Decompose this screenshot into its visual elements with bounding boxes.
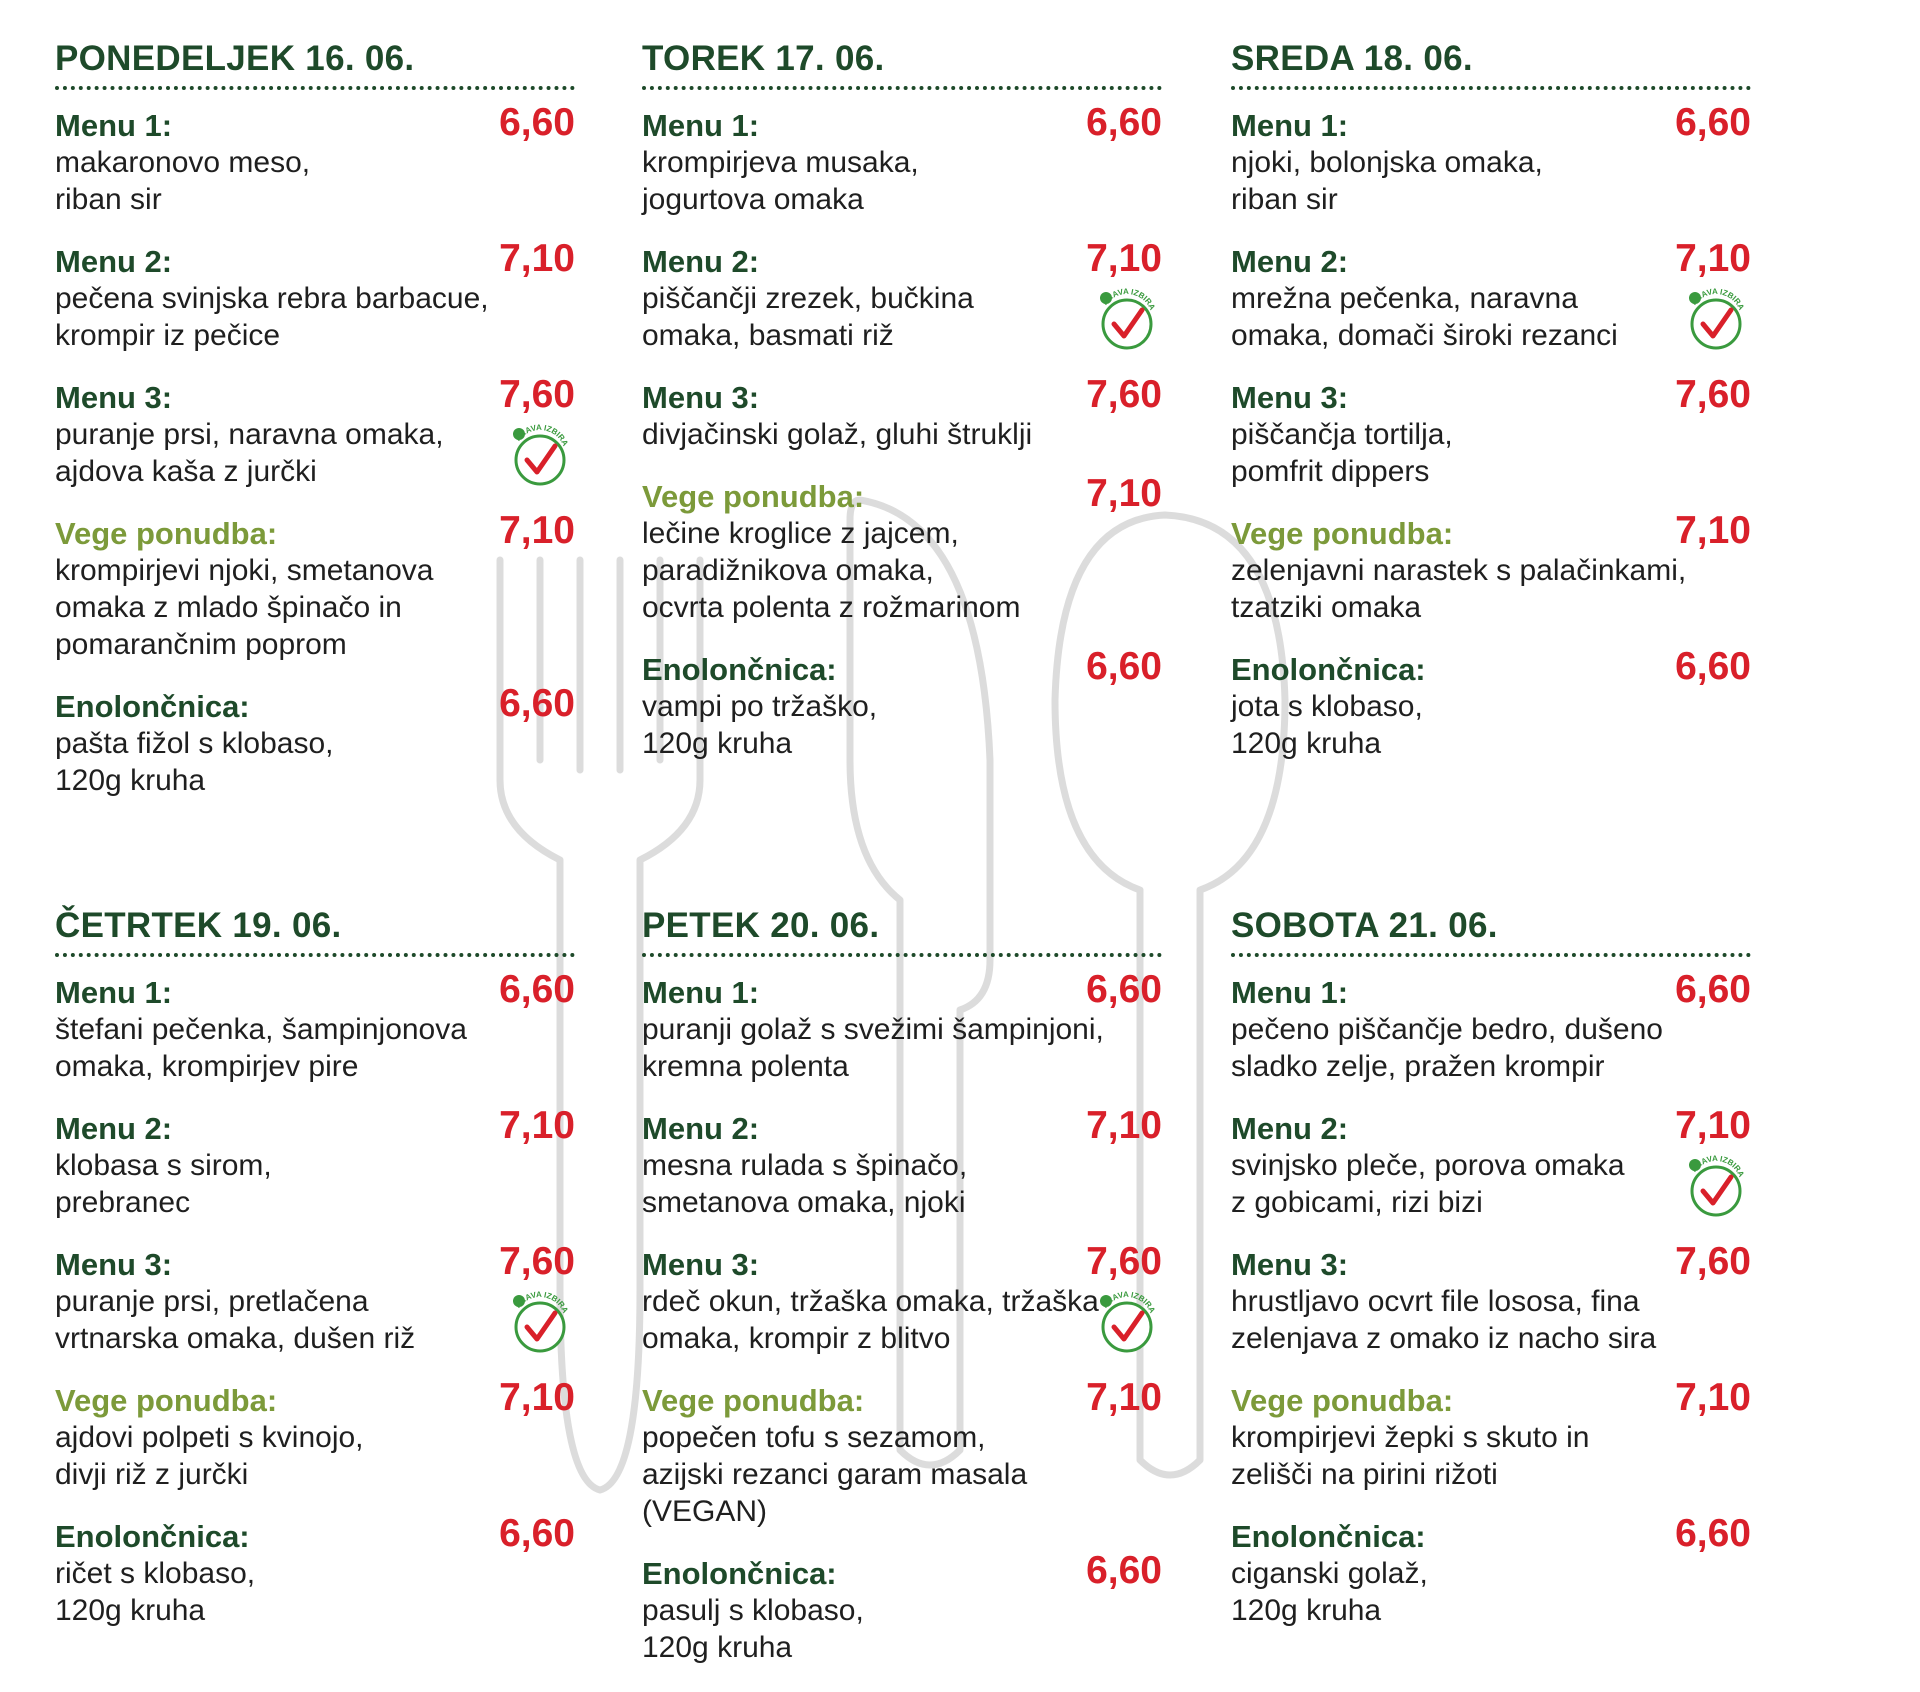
menu-item-description: puranji golaž s svežimi šampinjoni, kremna polenta: [642, 1013, 1104, 1083]
menu-item-price: 7,10: [499, 237, 575, 280]
menu-item-description: ajdovi polpeti s kvinojo, divji riž z jurčki: [55, 1421, 364, 1491]
menu-item-label: Menu 2:: [642, 244, 760, 279]
menu-item-label: Enolončnica:: [1231, 652, 1426, 687]
badge-text: PRAVA IZBIRA: [1100, 286, 1157, 312]
menu-item-label: Menu 2:: [1231, 1111, 1349, 1146]
badge-text: PRAVA IZBIRA: [1100, 1289, 1157, 1315]
dotted-divider: [55, 86, 575, 90]
menu-item: [55, 682, 575, 799]
menu-item-price: 6,60: [1675, 1512, 1751, 1555]
menu-item: [642, 1240, 1162, 1357]
menu-item-price: 6,60: [1675, 101, 1751, 144]
day-title: PONEDELJEK 16. 06.: [55, 39, 415, 78]
menu-item-price: 6,60: [1086, 968, 1162, 1011]
menu-item-label: Menu 3:: [642, 380, 760, 415]
menu-item-description: svinjsko pleče, porova omaka z gobicami, rizi bizi: [1231, 1149, 1625, 1219]
day-wednesday: [1231, 38, 1751, 788]
menu-item-description: piščančja tortilja, pomfrit dippers: [1231, 418, 1453, 488]
menu-item-label: Menu 2:: [55, 1111, 173, 1146]
day-title: ČETRTEK 19. 06.: [55, 906, 342, 945]
menu-item-label: Vege ponudba:: [55, 516, 278, 551]
badge-text: PRAVA IZBIRA: [1689, 286, 1746, 312]
menu-item-price: 7,10: [1086, 1376, 1162, 1419]
menu-item: [642, 237, 1162, 354]
day-title: TOREK 17. 06.: [642, 39, 885, 78]
menu-item-label: Menu 1:: [55, 975, 173, 1010]
menu-item-description: vampi po tržaško, 120g kruha: [642, 690, 878, 760]
badge-text: PRAVA IZBIRA: [513, 1289, 570, 1315]
menu-item-price: 6,60: [499, 1512, 575, 1555]
menu-item-description: njoki, bolonjska omaka, riban sir: [1231, 146, 1543, 216]
menu-item-description: jota s klobaso, 120g kruha: [1231, 690, 1423, 760]
menu-item-price: 7,10: [1086, 1104, 1162, 1147]
menu-item-description: mesna rulada s špinačo, smetanova omaka, njoki: [642, 1149, 968, 1219]
menu-item-vege: [642, 1376, 1162, 1530]
menu-item-description: makaronovo meso, riban sir: [55, 146, 311, 216]
menu-item-description: krompirjevi žepki s skuto in zelišči na pirini rižoti: [1231, 1421, 1590, 1491]
menu-item-vege: [1231, 1376, 1751, 1493]
menu-item-price: 6,60: [499, 101, 575, 144]
menu-item-description: puranje prsi, naravna omaka, ajdova kaša z jurčki: [55, 418, 444, 488]
menu-item-description: klobasa s sirom, prebranec: [55, 1149, 272, 1219]
menu-item-price: 7,10: [1086, 237, 1162, 280]
menu-item-price: 7,10: [499, 1104, 575, 1147]
menu-item-description: krompirjevi njoki, smetanova omaka z mlado špinačo in pomarančnim poprom: [55, 554, 434, 661]
menu-item-label: Menu 3:: [642, 1247, 760, 1282]
menu-item-label: Menu 2:: [642, 1111, 760, 1146]
menu-item: [642, 645, 1162, 762]
menu-item-label: Enolončnica:: [642, 1556, 837, 1591]
day-title: SREDA 18. 06.: [1231, 39, 1473, 78]
menu-item: [1231, 101, 1751, 218]
menu-item: [55, 1104, 575, 1221]
menu-item-label: Vege ponudba:: [55, 1383, 278, 1418]
badge-text: PRAVA IZBIRA: [1689, 1153, 1746, 1179]
menu-item-description: lečine kroglice z jajcem, paradižnikova omaka, ocvrta polenta z rožmarinom: [642, 517, 1021, 624]
menu-item-description: krompirjeva musaka, jogurtova omaka: [642, 146, 919, 216]
menu-item-price: 7,60: [1675, 1240, 1751, 1283]
menu-item-price: 7,10: [1675, 237, 1751, 280]
menu-item: [1231, 373, 1751, 490]
menu-item-price: 7,10: [1675, 1104, 1751, 1147]
menu-item-label: Menu 3:: [55, 1247, 173, 1282]
day-title: PETEK 20. 06.: [642, 906, 880, 945]
day-friday: [642, 905, 1162, 1692]
menu-item-label: Menu 2:: [55, 244, 173, 279]
menu-item: [642, 101, 1162, 218]
menu-item: [1231, 968, 1751, 1085]
menu-item-description: piščančji zrezek, bučkina omaka, basmati riž: [642, 282, 974, 352]
menu-item: [1231, 1512, 1751, 1629]
menu-item-price: 7,10: [1086, 472, 1162, 515]
day-monday: [55, 38, 575, 825]
prava-izbira-badge-icon: [505, 420, 575, 490]
menu-item-price: 7,60: [499, 1240, 575, 1283]
menu-item-price: 6,60: [1086, 101, 1162, 144]
menu-item: [55, 373, 575, 490]
menu-item-price: 7,60: [1675, 373, 1751, 416]
day-thursday: [55, 905, 575, 1655]
menu-item-label: Menu 3:: [1231, 1247, 1349, 1282]
menu-item-price: 6,60: [1086, 645, 1162, 688]
menu-item-price: 7,10: [1675, 1376, 1751, 1419]
dotted-divider: [1231, 86, 1751, 90]
prava-izbira-badge-icon: [505, 1287, 575, 1357]
menu-item-label: Menu 2:: [1231, 244, 1349, 279]
menu-item-price: 7,60: [1086, 373, 1162, 416]
dotted-divider: [55, 953, 575, 957]
menu-item-label: Menu 1:: [55, 108, 173, 143]
day-saturday: [1231, 905, 1751, 1655]
menu-item-price: 7,60: [499, 373, 575, 416]
menu-item-label: Menu 1:: [642, 108, 760, 143]
menu-item-label: Vege ponudba:: [642, 479, 865, 514]
menu-item-description: štefani pečenka, šampinjonova omaka, krompirjev pire: [55, 1013, 467, 1083]
menu-item: [642, 1104, 1162, 1221]
menu-item-price: 7,10: [499, 1376, 575, 1419]
menu-item-price: 7,60: [1086, 1240, 1162, 1283]
menu-item-vege: [55, 509, 575, 663]
menu-item-label: Vege ponudba:: [1231, 1383, 1454, 1418]
menu-item-price: 6,60: [1675, 968, 1751, 1011]
menu-item-price: 6,60: [1675, 645, 1751, 688]
menu-item: [55, 237, 575, 354]
menu-item-vege: [642, 472, 1162, 626]
menu-item-label: Menu 3:: [1231, 380, 1349, 415]
menu-item-description: puranje prsi, pretlačena vrtnarska omaka, dušen riž: [55, 1285, 416, 1355]
menu-item-description: ciganski golaž, 120g kruha: [1231, 1557, 1428, 1627]
menu-item: [1231, 645, 1751, 762]
menu-item-price: 7,10: [1675, 509, 1751, 552]
menu-item-label: Menu 1:: [1231, 108, 1349, 143]
badge-text: PRAVA IZBIRA: [513, 422, 570, 448]
menu-item-label: Vege ponudba:: [642, 1383, 865, 1418]
menu-item-description: pečena svinjska rebra barbacue, krompir iz pečice: [55, 282, 489, 352]
menu-item-label: Enolončnica:: [55, 1519, 250, 1554]
menu-item-label: Vege ponudba:: [1231, 516, 1454, 551]
menu-item-vege: [1231, 509, 1751, 626]
menu-item: [55, 968, 575, 1085]
menu-item-label: Menu 3:: [55, 380, 173, 415]
menu-item-description: zelenjavni narastek s palačinkami, tzatziki omaka: [1231, 554, 1687, 624]
menu-item-label: Enolončnica:: [55, 689, 250, 724]
dotted-divider: [642, 953, 1162, 957]
menu-item: [642, 968, 1162, 1085]
menu-item-label: Enolončnica:: [1231, 1519, 1426, 1554]
menu-item-description: pečeno piščančje bedro, dušeno sladko zelje, pražen krompir: [1231, 1013, 1663, 1083]
prava-izbira-badge-icon: [1681, 1151, 1751, 1221]
menu-item-vege: [55, 1376, 575, 1493]
menu-item-label: Enolončnica:: [642, 652, 837, 687]
menu-item: [1231, 237, 1751, 354]
menu-item-description: hrustljavo ocvrt file lososa, fina zelenjava z omako iz nacho sira: [1231, 1285, 1657, 1355]
menu-item: [1231, 1104, 1751, 1221]
menu-item: [642, 1549, 1162, 1666]
menu-item: [1231, 1240, 1751, 1357]
menu-item-description: mrežna pečenka, naravna omaka, domači široki rezanci: [1231, 282, 1618, 352]
day-tuesday: [642, 38, 1162, 788]
prava-izbira-badge-icon: [1092, 1287, 1162, 1357]
menu-item: [55, 1240, 575, 1357]
menu-item-description: popečen tofu s sezamom, azijski rezanci garam masala (VEGAN): [642, 1421, 1028, 1528]
menu-item: [55, 101, 575, 218]
menu-item-label: Menu 1:: [642, 975, 760, 1010]
menu-item: [642, 373, 1162, 453]
menu-item-price: 6,60: [499, 968, 575, 1011]
day-title: SOBOTA 21. 06.: [1231, 906, 1498, 945]
prava-izbira-badge-icon: [1681, 284, 1751, 354]
menu-item-description: rdeč okun, tržaška omaka, tržaška omaka, krompir z blitvo: [642, 1285, 1099, 1355]
prava-izbira-badge-icon: [1092, 284, 1162, 354]
dotted-divider: [1231, 953, 1751, 957]
menu-item-description: ričet s klobaso, 120g kruha: [55, 1557, 256, 1627]
menu-item-description: divjačinski golaž, gluhi štruklji: [642, 418, 1033, 451]
menu-item-price: 6,60: [1086, 1549, 1162, 1592]
menu-item-price: 6,60: [499, 682, 575, 725]
menu-item: [55, 1512, 575, 1629]
menu-item-label: Menu 1:: [1231, 975, 1349, 1010]
menu-item-description: pasulj s klobaso, 120g kruha: [642, 1594, 864, 1664]
dotted-divider: [642, 86, 1162, 90]
menu-item-description: pašta fižol s klobaso, 120g kruha: [55, 727, 334, 797]
menu-item-price: 7,10: [499, 509, 575, 552]
